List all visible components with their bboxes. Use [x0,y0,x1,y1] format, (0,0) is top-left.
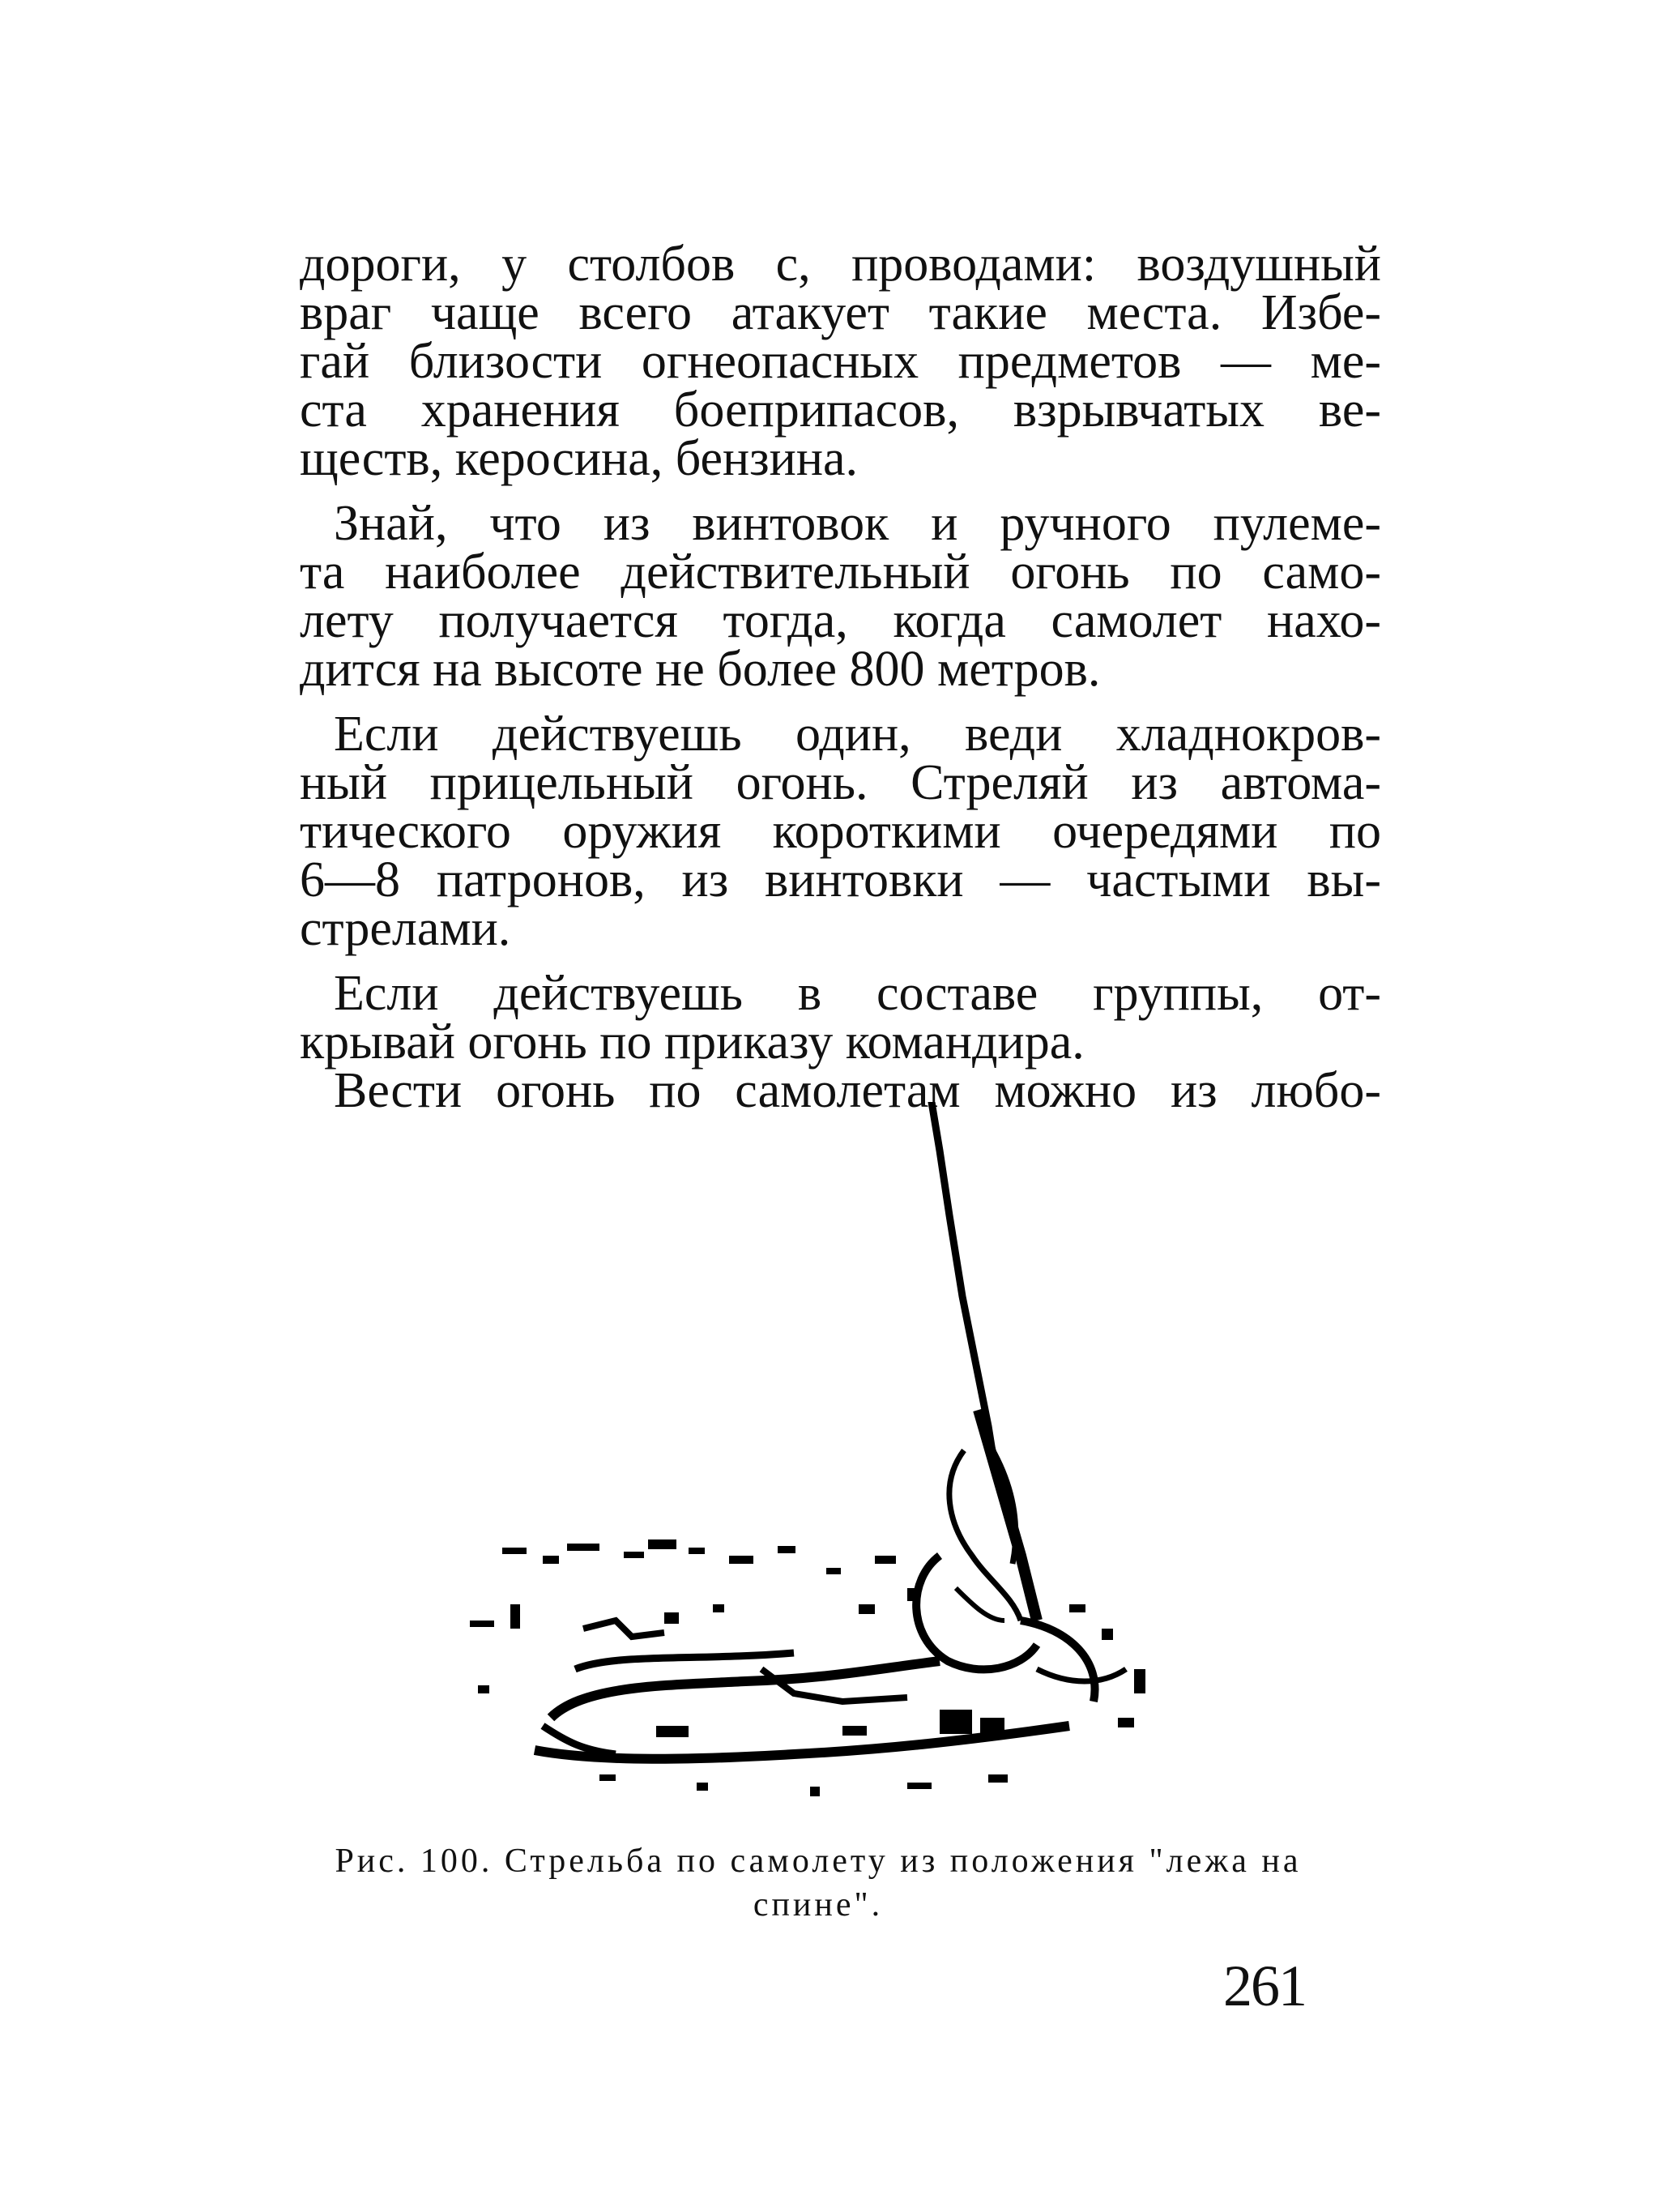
text-line: ный прицельный огонь. Стреляй из автома- [300,755,1381,810]
text-line: та наиболее действительный огонь по само- [300,544,1381,600]
text-line: тического оружия короткими очередями по [300,804,1381,859]
text-line: ществ, керосина, бензина. [300,431,859,486]
paragraph-3 [300,707,1381,956]
text-line: Знай, что из винтовок и ручного пулеме- [334,496,1381,551]
caption-line: Рис. 100. Стрельба по самолету из положения "лежа на [335,1843,1302,1880]
text-line: дороги, у столбов с, проводами: воздушный [300,237,1381,292]
text-line: враг чаще всего атакует такие места. Избе- [300,285,1381,340]
text-line: Если действуешь один, веди хладнокров- [334,707,1381,762]
paragraph-1 [300,237,1381,486]
text-line: лету получается тогда, когда самолет нахо- [300,593,1381,648]
figure-caption [275,1839,1361,1927]
text-line: ста хранения боеприпасов, взрывчатых ве- [300,382,1381,438]
text-line: крывай огонь по приказу командира. [300,1014,1085,1070]
body-text [300,237,1381,1118]
text-line: гай близости огнеопасных предметов — ме- [300,334,1381,389]
page-number: 261 [1223,1954,1306,2018]
text-line: Если действуешь в составе группы, от- [334,966,1381,1021]
paragraph-4 [300,966,1381,1070]
text-line: 6—8 патронов, из винтовки — частыми вы- [300,852,1381,907]
soldier-firing-illustration [454,1102,1183,1799]
caption-line: спине". [753,1886,884,1924]
figure-illustration [454,1102,1183,1799]
text-line: стрелами. [300,901,511,956]
paragraph-2 [300,496,1381,697]
text-line: Вести огонь по самолетам можно из любо- [334,1063,1381,1118]
text-line: дится на высоте не более 800 метров. [300,642,1101,697]
